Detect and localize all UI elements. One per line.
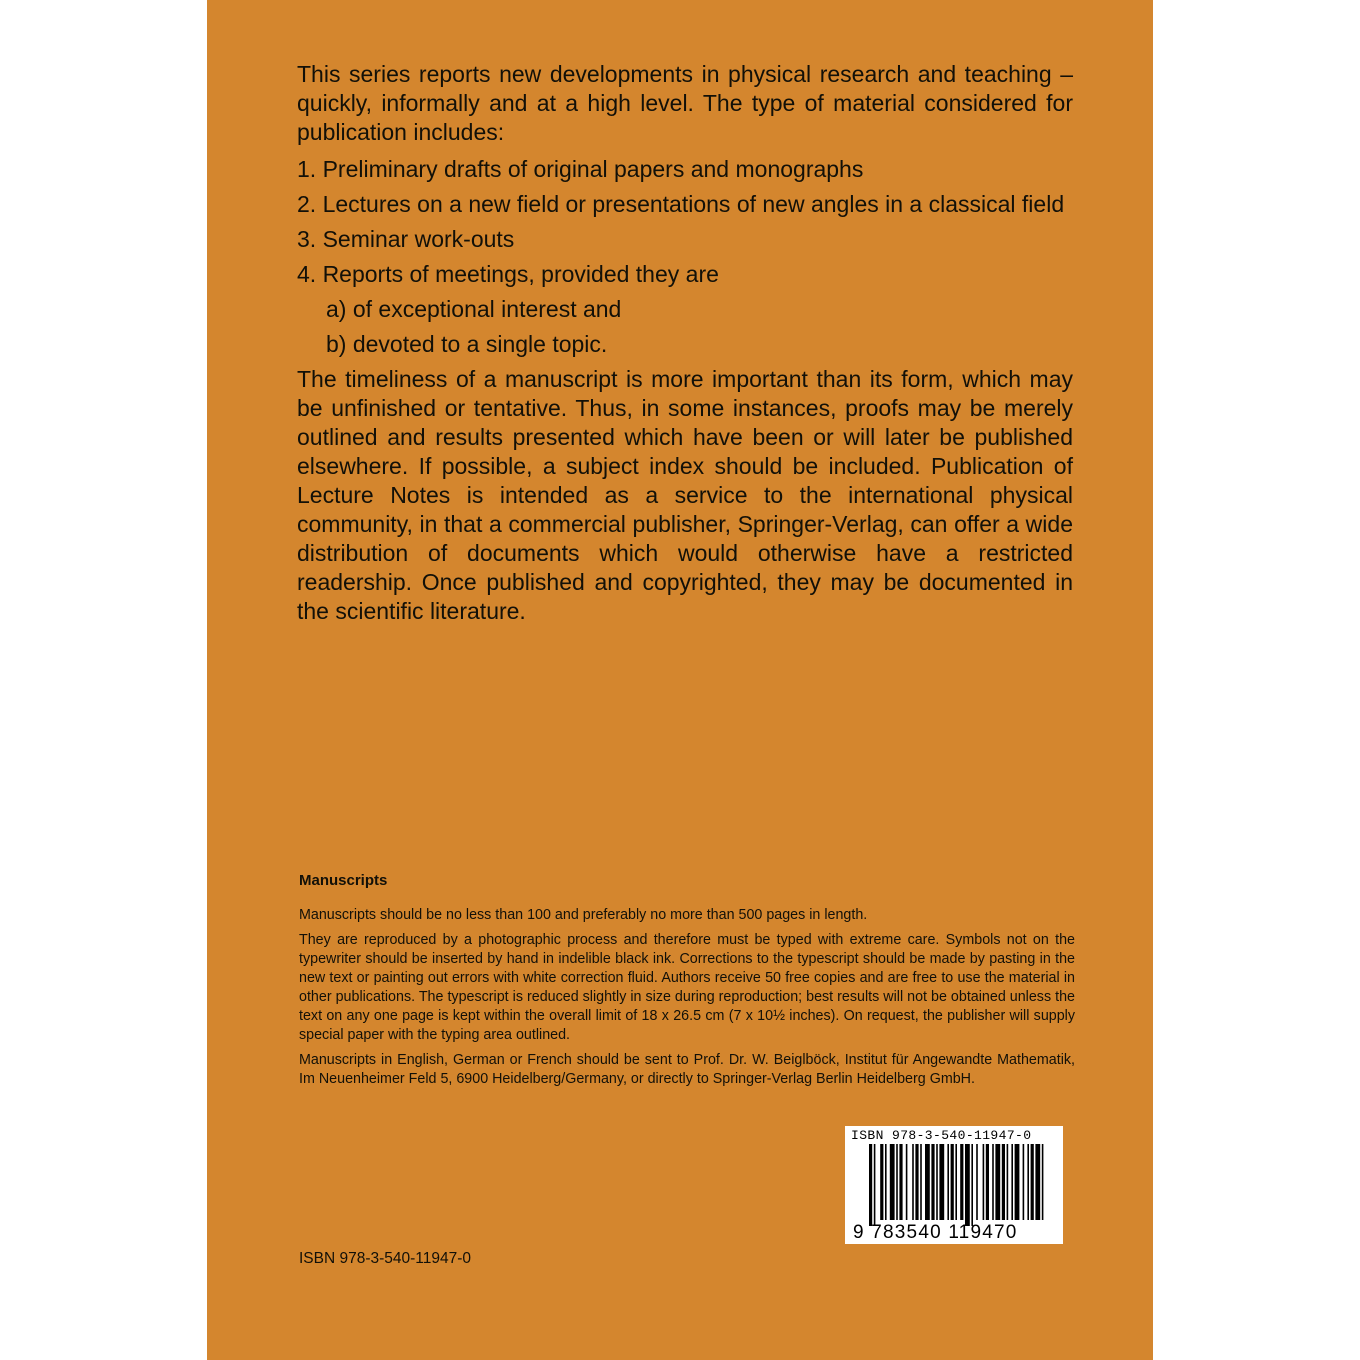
barcode-bar [890,1144,895,1220]
barcode-bar [1031,1144,1034,1220]
barcode-bar [885,1144,887,1220]
barcode-bar [1015,1144,1020,1220]
barcode-bar [1023,1144,1025,1220]
barcode-bar [955,1144,957,1220]
barcode-bar [906,1144,908,1220]
barcode-bar [951,1144,954,1220]
timeliness-paragraph: The timeliness of a manuscript is more important than its form, which may be unfinished or tentative. Thus, in some instances, proofs may be merely outlined and results presented which have been or will later be published elsewhere. If possible, a subject index should be included. Publication of Lecture Notes is intended as a service to the international physical community, in that a commercial publisher, Springer-Verlag, can offer a wide distribution of documents which would otherwise have a restricted readership. Once published and copyrighted, they may be documented in the scientific literature. [297,366,1073,624]
barcode-bar [986,1144,989,1220]
manuscripts-typing-paragraph: They are reproduced by a photographic process and therefore must be typed with extreme care. Symbols not on the typewriter should be inserted by hand in indelible black ink. Corrections to the typescript should be made by pasting in the new text or painting out errors with white correction fluid. Authors receive 50 free copies and are free to use the material in other publications. The typescript is reduced slightly in size during reproduction; best results will not be obtained unless the text on any one page is kept within the overall limit of 18 x 26.5 cm (7 x 10½ inches). On request, the publisher will supply special paper with the typing area outlined. [299,932,1075,1043]
barcode-bar [992,1144,994,1220]
list-subitem: b) devoted to a single topic. [326,331,608,357]
list-item: 3. Seminar work-outs [297,226,515,252]
barcode-bar [1007,1144,1009,1220]
barcode-bar [899,1144,902,1220]
barcode-bar [915,1144,918,1220]
barcode-bar [1035,1144,1040,1220]
material-list [297,155,1073,359]
list-item: 4. Reports of meetings, provided they are [297,261,719,287]
barcode-bar [939,1144,944,1220]
barcode-bar [1002,1144,1005,1220]
barcode-digits: 9 783540 119470 [853,1222,1018,1243]
intro-paragraph: This series reports new developments in physical research and teaching – quickly, informally and at a high level. The type of material considered for publication includes: [297,61,1073,145]
manuscripts-heading: Manuscripts [299,872,388,889]
barcode-bar [947,1144,949,1220]
barcode-isbn-label: ISBN 978-3-540-11947-0 [851,1128,1032,1143]
barcode-bar [965,1144,970,1226]
barcode-bar [1011,1144,1013,1220]
barcode-bar [896,1144,898,1220]
barcode-bar [920,1144,922,1220]
barcode-bar [869,1144,872,1226]
list-item: 1. Preliminary drafts of original papers and monographs [297,156,864,182]
barcode-bar [936,1144,938,1220]
manuscripts-length-paragraph: Manuscripts should be no less than 100 and preferably no more than 500 pages in length. [299,907,868,923]
barcode-bar [925,1144,930,1220]
barcode-bar [931,1144,934,1220]
book-back-cover [207,0,1153,1360]
barcode-bar [880,1144,883,1220]
barcode-bar [1042,1144,1044,1220]
barcode-bar [1027,1144,1029,1220]
barcode-bar [976,1144,978,1220]
barcode-bar [874,1144,876,1226]
barcode-bar [912,1144,914,1220]
barcode-bar [960,1144,963,1220]
manuscripts-section [299,871,1075,1095]
isbn-barcode [845,1126,1063,1244]
isbn-footer: ISBN 978-3-540-11947-0 [299,1250,472,1267]
series-description [297,60,1073,626]
barcode-bar [983,1144,985,1220]
list-subitem: a) of exceptional interest and [326,296,622,322]
barcode-bar [971,1144,973,1226]
list-item: 2. Lectures on a new field or presentations of new angles in a classical field [297,191,1065,217]
manuscripts-submission-paragraph: Manuscripts in English, German or French should be sent to Prof. Dr. W. Beiglböck, Institut für Angewandte Mathematik, Im Neuenheimer Feld 5, 6900 Heidelberg/Germany, or directly to Springer-Verlag Berlin Heidelberg GmbH. [299,1052,1075,1087]
barcode-bar [995,1144,1000,1220]
